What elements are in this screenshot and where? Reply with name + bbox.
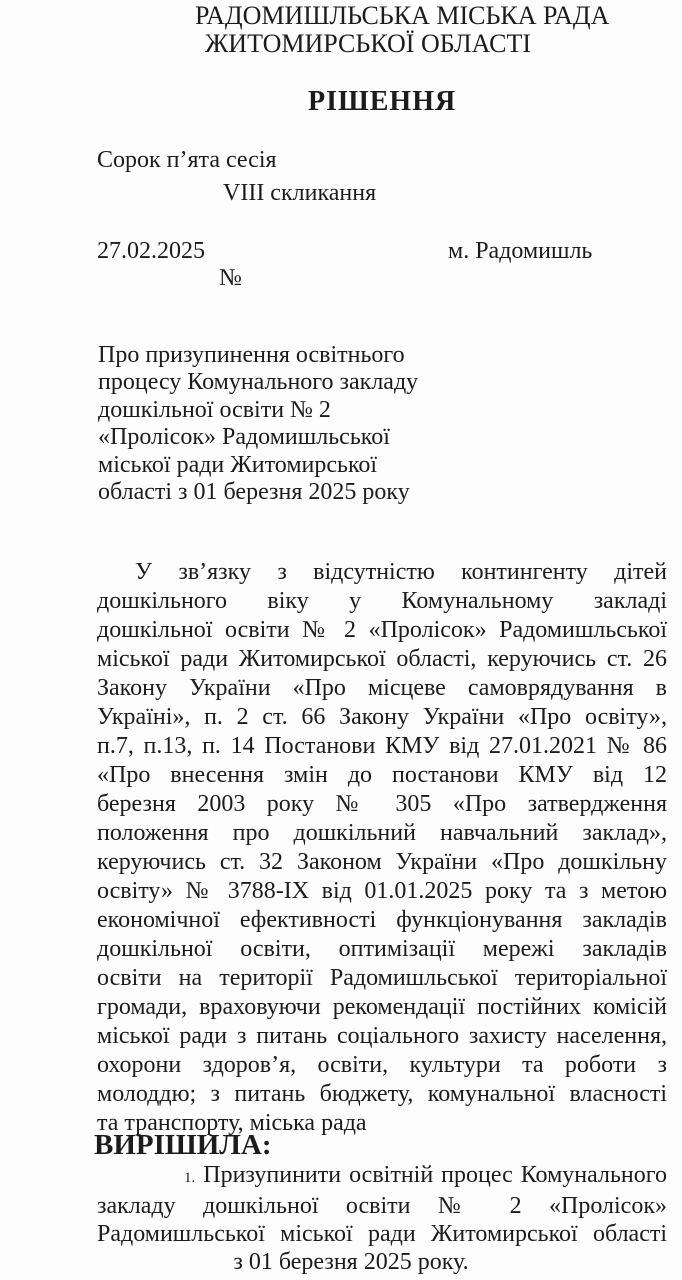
body-line: міської ради з питань соціального захисту населення, <box>97 1023 667 1049</box>
item-line: Радомишльської міської ради Житомирської області <box>97 1221 667 1247</box>
body-line: охорони здоров’я, освіти, культури та роботи з <box>97 1052 667 1078</box>
body-line: Україні», п. 2 ст. 66 Закону України «Про освіту», <box>97 704 667 730</box>
doc-type-title: РІШЕННЯ <box>308 86 457 117</box>
doc-place: м. Радомишль <box>448 238 593 264</box>
body-line: дошкільного віку у Комунальному закладі <box>97 588 667 614</box>
item-line: закладу дошкільної освіти № 2 «Пролісок» <box>97 1193 667 1219</box>
body-line: молоддю; з питань бюджету, комунальної власності <box>97 1081 667 1107</box>
body-line: економічної ефективності функціонування закладів <box>97 907 667 933</box>
item-last-line: з 01 березня 2025 року. <box>233 1249 469 1275</box>
body-line: дошкільної освіти, оптимізації мережі закладів <box>97 936 667 962</box>
body-line: «Про внесення змін до постанови КМУ від 12 <box>97 762 667 788</box>
subject-line: області з 01 березня 2025 року <box>98 479 410 506</box>
body-line: дошкільної освіти № 2 «Пролісок» Радомишльської <box>97 617 667 643</box>
body-line: Закону України «Про місцеве самоврядування в <box>97 675 667 701</box>
body-line: освіту» № 3788-IX від 01.01.2025 року та з метою <box>97 878 667 904</box>
item-line-text: Призупинити освітній процес Комунального <box>203 1162 667 1188</box>
org-name-line2: ЖИТОМИРСЬКОЇ ОБЛАСТІ <box>205 29 532 58</box>
subject-line: «Пролісок» Радомишльської <box>98 424 390 451</box>
subject-block <box>98 342 418 506</box>
resolution-item-1 <box>97 1161 667 1276</box>
subject-line: Про призупинення освітнього <box>98 342 405 368</box>
doc-date: 27.02.2025 <box>97 238 205 264</box>
resolution-heading: ВИРІШИЛА: <box>94 1129 272 1161</box>
body-line: п.7, п.13, п. 14 Постанови КМУ від 27.01.2021 № 86 <box>97 733 667 759</box>
body-line: освіти на території Радомишльської територіальної <box>97 965 667 991</box>
subject-line: дошкільної освіти № 2 <box>98 396 331 423</box>
doc-number-label: № <box>219 265 242 291</box>
item-number: 1. <box>184 1170 196 1186</box>
preamble-paragraph <box>97 558 667 1138</box>
body-line: положення про дошкільний навчальний заклад», <box>97 820 667 846</box>
body-line: У зв’язку з відсутністю контингенту дітей <box>135 559 667 585</box>
body-line: та транспорту, міська рада <box>97 1110 367 1136</box>
body-line: керуючись ст. 32 Законом України «Про дошкільну <box>97 849 667 875</box>
convocation-line: VIII скликання <box>223 180 377 206</box>
body-line: березня 2003 року № 305 «Про затвердження <box>97 791 667 817</box>
subject-line: міської ради Житомирської <box>98 451 378 478</box>
item-line <box>97 1161 667 1192</box>
body-line: громади, враховуючи рекомендації постійних комісій <box>97 994 667 1020</box>
subject-line: процесу Комунального закладу <box>98 369 419 396</box>
body-line: міської ради Житомирської області, керуючись ст. 26 <box>97 646 667 672</box>
session-number-line: Сорок п’ята сесія <box>97 147 277 173</box>
org-name-line1: РАДОМИШЛЬСЬКА МІСЬКА РАДА <box>195 1 610 30</box>
